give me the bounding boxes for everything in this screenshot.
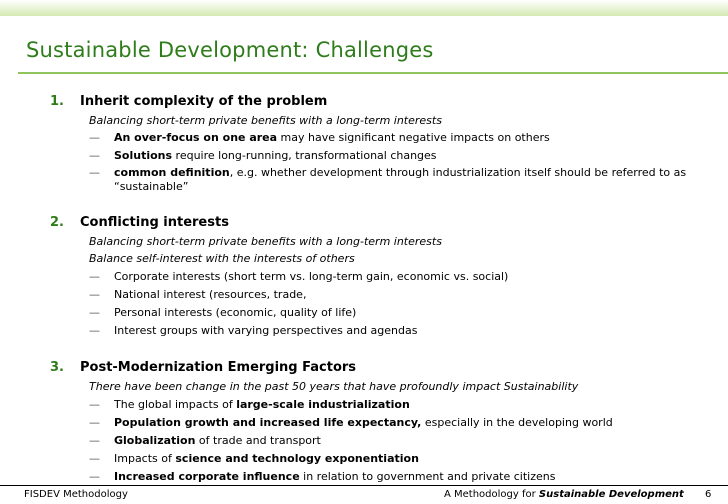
section-title: Conflicting interests bbox=[80, 215, 229, 230]
bullet-bold: Solutions bbox=[114, 149, 173, 162]
footer-left-text: FISDEV Methodology bbox=[24, 489, 128, 500]
dash-marker: — bbox=[89, 166, 100, 179]
section-number: 3. bbox=[50, 360, 64, 375]
section-note: Balance self-interest with the interests of others bbox=[89, 252, 355, 265]
bullet-bold: large-scale industrialization bbox=[236, 398, 410, 411]
section-heading bbox=[50, 94, 327, 109]
dash-marker: — bbox=[89, 452, 100, 465]
dash-marker: — bbox=[89, 131, 100, 144]
dash-marker: — bbox=[89, 470, 100, 483]
dash-marker: — bbox=[89, 288, 100, 301]
bullet-text: require long-running, transformational changes bbox=[172, 149, 437, 162]
bullet-text: Interest groups with varying perspectives and agendas bbox=[114, 324, 418, 337]
section-title: Inherit complexity of the problem bbox=[80, 94, 328, 109]
slide-title: Sustainable Development: Challenges bbox=[26, 38, 434, 62]
bullet-text: Corporate interests (short term vs. long-term gain, economic vs. social) bbox=[114, 270, 509, 283]
dash-marker: — bbox=[89, 398, 100, 411]
footer-italic: Sustainable Development bbox=[538, 489, 684, 500]
bullet-bold: Globalization bbox=[114, 434, 196, 447]
bullet-text: of trade and transport bbox=[195, 434, 321, 447]
dash-marker: — bbox=[89, 434, 100, 447]
top-gradient-bar bbox=[0, 0, 728, 16]
dash-marker: — bbox=[89, 306, 100, 319]
bullet-bold: science and technology exponentiation bbox=[175, 452, 419, 465]
bullet-bold: Increased corporate influence bbox=[114, 470, 300, 483]
bullet-bold: An over-focus on one area bbox=[114, 131, 278, 144]
bullet-text: , e.g. whether development through industrialization itself should be referred to as “sustainable” bbox=[114, 166, 687, 193]
section-note: There have been change in the past 50 years that have profoundly impact Sustainability bbox=[89, 380, 579, 393]
section-note: Balancing short-term private benefits with a long-term interests bbox=[89, 235, 442, 248]
section-number: 1. bbox=[50, 94, 64, 109]
dash-marker: — bbox=[89, 324, 100, 337]
footer-divider bbox=[0, 485, 728, 486]
bullet-text: especially in the developing world bbox=[421, 416, 613, 429]
bullet-text: in relation to government and private citizens bbox=[299, 470, 556, 483]
dash-marker: — bbox=[89, 270, 100, 283]
bullet-bold: Population growth and increased life expectancy, bbox=[114, 416, 422, 429]
dash-marker: — bbox=[89, 416, 100, 429]
bullet-text: Personal interests (economic, quality of life) bbox=[114, 306, 357, 319]
section-heading bbox=[50, 215, 229, 230]
bullet-bold: common definition bbox=[114, 166, 230, 179]
section-note: Balancing short-term private benefits with a long-term interests bbox=[89, 114, 442, 127]
page-number: 6 bbox=[705, 489, 712, 500]
section-number: 2. bbox=[50, 215, 64, 230]
section-heading bbox=[50, 360, 356, 375]
bullet-text: may have significant negative impacts on others bbox=[277, 131, 550, 144]
footer-right-text bbox=[444, 489, 684, 500]
bullet-text: National interest (resources, trade, bbox=[114, 288, 307, 301]
dash-marker: — bbox=[89, 149, 100, 162]
section-title: Post-Modernization Emerging Factors bbox=[80, 360, 357, 375]
bullet-text: The global impacts of bbox=[114, 398, 237, 411]
bullet-text: Impacts of bbox=[114, 452, 176, 465]
footer-prefix: A Methodology for bbox=[444, 489, 539, 500]
title-divider bbox=[18, 72, 728, 74]
